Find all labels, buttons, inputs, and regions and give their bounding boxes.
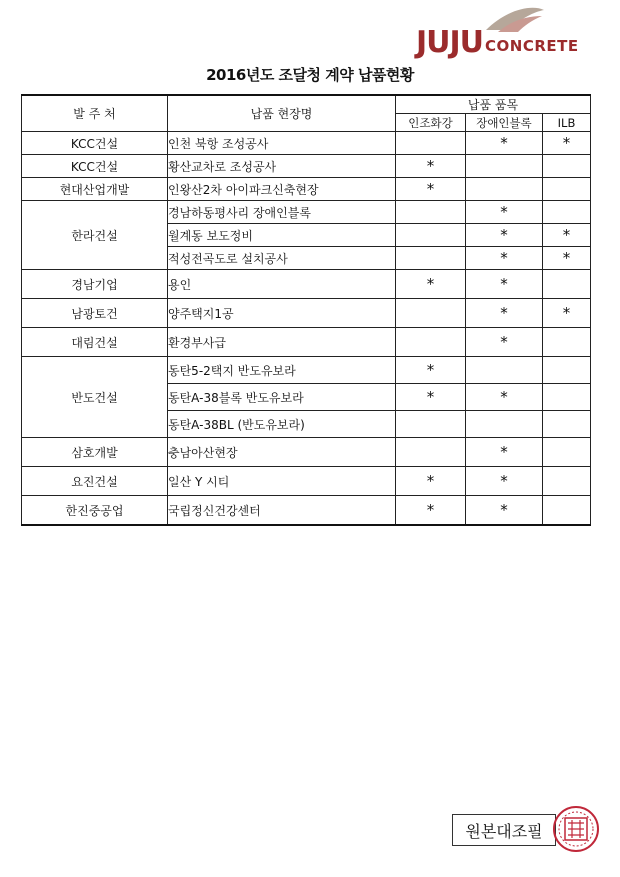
site-cell: 인천 북항 조성공사 — [168, 132, 396, 155]
mark-cell — [396, 411, 466, 438]
mark-cell — [396, 328, 466, 357]
mark-cell: * — [396, 155, 466, 178]
table-row — [22, 270, 591, 299]
table-row — [22, 155, 591, 178]
mark-cell: * — [466, 270, 543, 299]
site-cell: 동탄A-38BL (반도유보라) — [168, 411, 396, 438]
company-logo — [416, 4, 600, 60]
site-cell: 월계동 보도정비 — [168, 224, 396, 247]
header-items-group: 납품 품목 — [396, 95, 591, 114]
mark-cell — [396, 201, 466, 224]
company-cell: 한진중공업 — [22, 496, 168, 526]
site-cell: 일산 Y 시티 — [168, 467, 396, 496]
mark-cell: * — [466, 438, 543, 467]
header-site: 납품 현장명 — [168, 95, 396, 132]
site-cell: 용인 — [168, 270, 396, 299]
mark-cell: * — [466, 328, 543, 357]
table-row — [22, 467, 591, 496]
mark-cell: * — [543, 247, 591, 270]
header-company: 발 주 처 — [22, 95, 168, 132]
site-cell: 양주택지1공 — [168, 299, 396, 328]
table-row — [22, 178, 591, 201]
company-cell: 남광토건 — [22, 299, 168, 328]
mark-cell — [396, 224, 466, 247]
mark-cell — [543, 270, 591, 299]
table-row — [22, 357, 591, 384]
mark-cell: * — [396, 384, 466, 411]
mark-cell — [466, 155, 543, 178]
mark-cell: * — [396, 270, 466, 299]
mark-cell: * — [543, 224, 591, 247]
mark-cell: * — [543, 132, 591, 155]
mark-cell — [543, 178, 591, 201]
mark-cell: * — [466, 201, 543, 224]
mark-cell — [466, 411, 543, 438]
logo-concrete-text: CONCRETE — [485, 37, 579, 55]
company-cell: 경남기업 — [22, 270, 168, 299]
header-item-artificial-granite: 인조화강 — [396, 114, 466, 132]
mark-cell — [396, 132, 466, 155]
mark-cell — [466, 178, 543, 201]
mark-cell — [543, 328, 591, 357]
table-row — [22, 328, 591, 357]
site-cell: 적성전곡도로 설치공사 — [168, 247, 396, 270]
mark-cell: * — [396, 178, 466, 201]
site-cell: 충남아산현장 — [168, 438, 396, 467]
site-cell: 환경부사급 — [168, 328, 396, 357]
mark-cell — [543, 201, 591, 224]
mark-cell — [396, 299, 466, 328]
company-cell: KCC건설 — [22, 155, 168, 178]
mark-cell: * — [396, 496, 466, 526]
mark-cell: * — [466, 467, 543, 496]
table-row — [22, 438, 591, 467]
logo-brand-text: JUJU — [416, 25, 484, 60]
site-cell: 황산교차로 조성공사 — [168, 155, 396, 178]
mark-cell: * — [396, 467, 466, 496]
mark-cell: * — [466, 299, 543, 328]
logo-wordmark — [416, 25, 579, 60]
mark-cell — [543, 467, 591, 496]
mark-cell — [543, 496, 591, 526]
company-cell: 삼호개발 — [22, 438, 168, 467]
mark-cell — [396, 247, 466, 270]
header-item-ilb: ILB — [543, 114, 591, 132]
mark-cell: * — [466, 247, 543, 270]
company-cell: 요진건설 — [22, 467, 168, 496]
mark-cell: * — [466, 224, 543, 247]
company-cell: 한라건설 — [22, 201, 168, 270]
table-row — [22, 496, 591, 526]
table-row — [22, 201, 591, 224]
site-cell: 동탄5-2택지 반도유보라 — [168, 357, 396, 384]
mark-cell: * — [466, 496, 543, 526]
mark-cell: * — [543, 299, 591, 328]
mark-cell: * — [466, 384, 543, 411]
header-item-braille-block: 장애인블록 — [466, 114, 543, 132]
site-cell: 국립정신건강센터 — [168, 496, 396, 526]
mark-cell: * — [396, 357, 466, 384]
site-cell: 경남하동평사리 장애인블록 — [168, 201, 396, 224]
page-title: 2016년도 조달청 계약 납품현황 — [206, 66, 414, 84]
company-cell: 반도건설 — [22, 357, 168, 438]
seal-stamp-icon — [551, 804, 601, 854]
mark-cell — [543, 384, 591, 411]
company-cell: 현대산업개발 — [22, 178, 168, 201]
table-row — [22, 299, 591, 328]
certified-copy-label: 원본대조필 — [452, 814, 556, 846]
mark-cell — [466, 357, 543, 384]
site-cell: 인왕산2차 아이파크신축현장 — [168, 178, 396, 201]
mark-cell — [543, 155, 591, 178]
mark-cell — [396, 438, 466, 467]
mark-cell: * — [466, 132, 543, 155]
mark-cell — [543, 411, 591, 438]
table-row — [22, 132, 591, 155]
mark-cell — [543, 438, 591, 467]
company-cell: 대림건설 — [22, 328, 168, 357]
delivery-table — [21, 94, 591, 526]
site-cell: 동탄A-38블록 반도유보라 — [168, 384, 396, 411]
mark-cell — [543, 357, 591, 384]
company-cell: KCC건설 — [22, 132, 168, 155]
